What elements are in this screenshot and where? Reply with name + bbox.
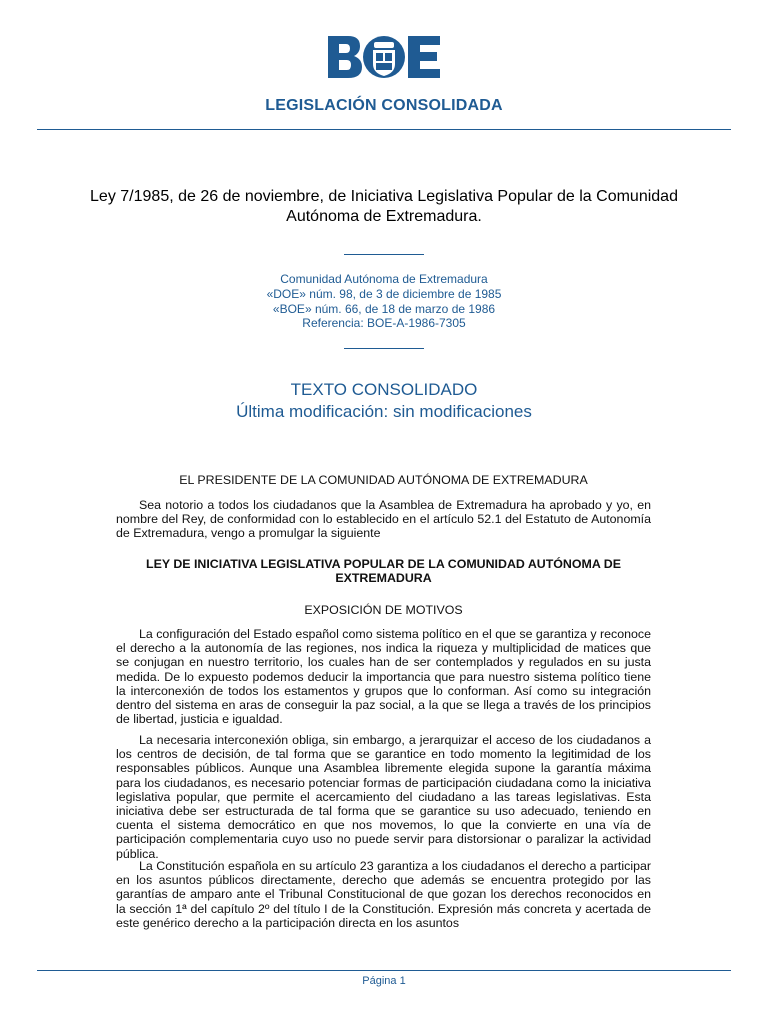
promulgation-paragraph: Sea notorio a todos los ciudadanos que la Asamblea de Extremadura ha aprobado y yo, en nombre del Rey, de conformidad con lo establecido en el artículo 52.1 del Estatuto de Autonomía de Extremadura, vengo a promulgar la siguiente — [116, 498, 651, 541]
last-modification: Última modificación: sin modificaciones — [236, 402, 532, 421]
president-heading: EL PRESIDENTE DE LA COMUNIDAD AUTÓNOMA DE EXTREMADURA — [179, 473, 588, 487]
publication-doe: «DOE» núm. 98, de 3 de diciembre de 1985 — [266, 286, 502, 301]
consolidated-block — [0, 379, 768, 423]
short-divider — [344, 348, 424, 349]
publication-reference: Referencia: BOE-A-1986-7305 — [302, 316, 466, 331]
consolidated-title: TEXTO CONSOLIDADO — [290, 380, 478, 399]
law-title: Ley 7/1985, de 26 de noviembre, de Iniciativa Legislativa Popular de la Comunidad Autónoma de Extremadura. — [90, 188, 678, 225]
body-paragraph: La configuración del Estado español como sistema político en el que se garantiza y reconoce el derecho a la autonomía de las regiones, nos indica la riqueza y multiplicidad de matices que se conjugan en nuestro territorio, los cuales han de ser contemplados y regulados en su justa medida. De lo expuesto podemos deducir la importancia que para nuestro sistema político tiene la interconexión de todos los estamentos y grupos que lo conforman. Así como su integración dentro del sistema en aras de conseguir la paz social, a la que se llega a través de los principios de libertad, justicia e igualdad. — [116, 627, 651, 727]
publication-boe: «BOE» núm. 66, de 18 de marzo de 1986 — [272, 301, 496, 316]
page-number: Página 1 — [362, 975, 406, 987]
header-divider — [37, 129, 731, 130]
exposition-title: EXPOSICIÓN DE MOTIVOS — [304, 603, 463, 617]
boe-logo — [326, 34, 442, 80]
law-heading: LEY DE INICIATIVA LEGISLATIVA POPULAR DE LA COMUNIDAD AUTÓNOMA DE EXTREMADURA — [146, 557, 621, 586]
publication-info — [0, 272, 768, 331]
section-title: LEGISLACIÓN CONSOLIDADA — [265, 97, 503, 114]
footer-divider — [37, 970, 731, 971]
short-divider — [344, 254, 424, 255]
body-paragraph: La Constitución española en su artículo 23 garantiza a los ciudadanos el derecho a participar en los asuntos públicos directamente, derecho que además se encuentra protegido por las garantías de amparo ante el Tribunal Constitucional de que gozan los derechos reconocidos en la sección 1ª del capítulo 2º del título I de la Constitución. Expresión más concreta y acertada de este genérico derecho a la participación directa en los asuntos — [116, 859, 651, 930]
coat-of-arms-icon — [363, 36, 405, 78]
body-paragraph: La necesaria interconexión obliga, sin embargo, a jerarquizar el acceso de los ciudadanos a los centros de decisión, de tal forma que se garantice en todo momento la legitimidad de los responsables públicos. Aunque una Asamblea libremente elegida supone la garantía máxima para los ciudadanos, es necesario potenciar formas de participación ciudadana como la iniciativa legislativa popular, que permite el acercamiento del ciudadano a las tareas legislativas. Esta iniciativa debe ser estructurada de tal forma que se garantice su uso adecuado, teniendo en cuenta el sistema democrático en que nos movemos, lo que la convierte en una vía de participación complementaria cuyo uso no puede servir para distorsionar o paralizar la actividad pública. — [116, 733, 651, 861]
publication-community: Comunidad Autónoma de Extremadura — [280, 272, 488, 286]
